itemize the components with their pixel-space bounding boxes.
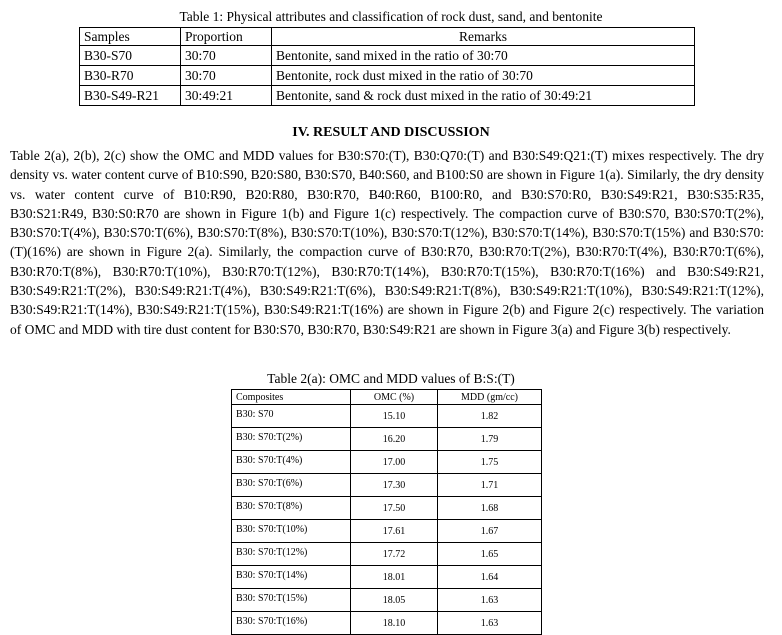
table-cell: B30: S70:T(8%)	[232, 497, 351, 520]
table-cell: B30-R70	[80, 66, 181, 86]
table1	[79, 27, 695, 106]
table-cell: 18.05	[351, 589, 438, 612]
table-cell: B30: S70:T(14%)	[232, 566, 351, 589]
table-cell: B30: S70:T(6%)	[232, 474, 351, 497]
table-row	[80, 66, 695, 86]
table-row	[232, 589, 542, 612]
table-cell: Bentonite, sand mixed in the ratio of 30:70	[272, 46, 695, 66]
table-cell: 1.63	[438, 612, 542, 635]
table-row	[232, 520, 542, 543]
table-cell: B30-S49-R21	[80, 86, 181, 106]
table-cell: 30:70	[181, 66, 272, 86]
table-row	[232, 543, 542, 566]
table-cell: B30: S70:T(15%)	[232, 589, 351, 612]
table1-header-samples: Samples	[80, 28, 181, 46]
table-cell: Bentonite, sand & rock dust mixed in the ratio of 30:49:21	[272, 86, 695, 106]
table-cell: 30:70	[181, 46, 272, 66]
table-cell: B30: S70:T(2%)	[232, 428, 351, 451]
table-cell: 1.63	[438, 589, 542, 612]
table-cell: 16.20	[351, 428, 438, 451]
table2-header-mdd: MDD (gm/cc)	[438, 390, 542, 405]
table-cell: 15.10	[351, 405, 438, 428]
table1-header-remarks: Remarks	[272, 28, 695, 46]
table-cell: Bentonite, rock dust mixed in the ratio of 30:70	[272, 66, 695, 86]
table-row	[232, 405, 542, 428]
table-row	[232, 451, 542, 474]
table-cell: 1.71	[438, 474, 542, 497]
table2-header-composites: Composites	[232, 390, 351, 405]
table-cell: 1.75	[438, 451, 542, 474]
table-cell: B30: S70	[232, 405, 351, 428]
table-cell: B30: S70:T(4%)	[232, 451, 351, 474]
table-row	[232, 497, 542, 520]
table2-header-omc: OMC (%)	[351, 390, 438, 405]
table-cell: 30:49:21	[181, 86, 272, 106]
table-cell: 17.61	[351, 520, 438, 543]
table-cell: B30: S70:T(12%)	[232, 543, 351, 566]
table2-caption: Table 2(a): OMC and MDD values of B:S:(T)	[267, 371, 515, 386]
table-row	[80, 86, 695, 106]
table-row	[232, 428, 542, 451]
table-cell: 17.50	[351, 497, 438, 520]
table-cell: 18.10	[351, 612, 438, 635]
body-paragraph: Table 2(a), 2(b), 2(c) show the OMC and MDD values for B30:S70:(T), B30:Q70:(T) and B30:S49:Q21:(T) mixes respectively. The dry density vs. water content curve of B10:S90, B20:S80, B30:S70, B40:S60, and B100:S0 are shown in Figure 1(a). Similarly, the dry density vs. water content curve of B10:R90, B20:R80, B30:R70, B40:R60, B100:R0, and B30:S70:R0, B30:S49:R21, B30:S35:R35, B30:S21:R49, B30:S0:R70 are shown in Figure 1(b) and Figure 1(c) respectively. The compaction curve of B30:S70, B30:S70:T(2%), B30:S70:T(4%), B30:S70:T(6%), B30:S70:T(8%), B30:S70:T(10%), B30:S70:T(12%), B30:S70:T(14%), B30:S70:T(15%) and B30:S70:(T)(16%) are shown in Figure 2(a). Similarly, the compaction curve of B30:R70, B30:R70:T(2%), B30:R70:T(4%), B30:R70:T(6%), B30:R70:T(8%), B30:R70:T(10%), B30:R70:T(12%), B30:R70:T(14%), B30:R70:T(15%), B30:R70:T(16%) and B30:S49:R21, B30:S49:R21:T(2%), B30:S49:R21:T(4%), B30:S49:R21:T(6%), B30:S49:R21:T(8%), B30:S49:R21:T(10%), B30:S49:R21:T(12%), B30:S49:R21:T(14%), B30:S49:R21:T(15%), B30:S49:R21:T(16%) are shown in Figure 2(b) and Figure 2(c) respectively. The variation of OMC and MDD with tire dust content for B30:S70, B30:R70, B30:S49:R21 are shown in Figure 3(a) and Figure 3(b) respectively.	[10, 148, 764, 337]
table-cell: 1.65	[438, 543, 542, 566]
table-row	[232, 566, 542, 589]
table-cell: 1.79	[438, 428, 542, 451]
table-row	[232, 612, 542, 635]
table-cell: B30: S70:T(16%)	[232, 612, 351, 635]
table1-header-proportion: Proportion	[181, 28, 272, 46]
table-cell: 1.67	[438, 520, 542, 543]
table1-caption: Table 1: Physical attributes and classification of rock dust, sand, and bentonite	[179, 9, 603, 24]
table-cell: 1.64	[438, 566, 542, 589]
table2	[231, 389, 542, 635]
table-cell: B30-S70	[80, 46, 181, 66]
table-cell: 18.01	[351, 566, 438, 589]
table-cell: 17.72	[351, 543, 438, 566]
table-row	[80, 46, 695, 66]
table-cell: 1.82	[438, 405, 542, 428]
table-row	[232, 474, 542, 497]
table-cell: 17.00	[351, 451, 438, 474]
table2-header-row	[232, 390, 542, 405]
table-cell: 17.30	[351, 474, 438, 497]
table1-header-row	[80, 28, 695, 46]
table-cell: B30: S70:T(10%)	[232, 520, 351, 543]
section-heading: IV. RESULT AND DISCUSSION	[292, 125, 490, 140]
table-cell: 1.68	[438, 497, 542, 520]
